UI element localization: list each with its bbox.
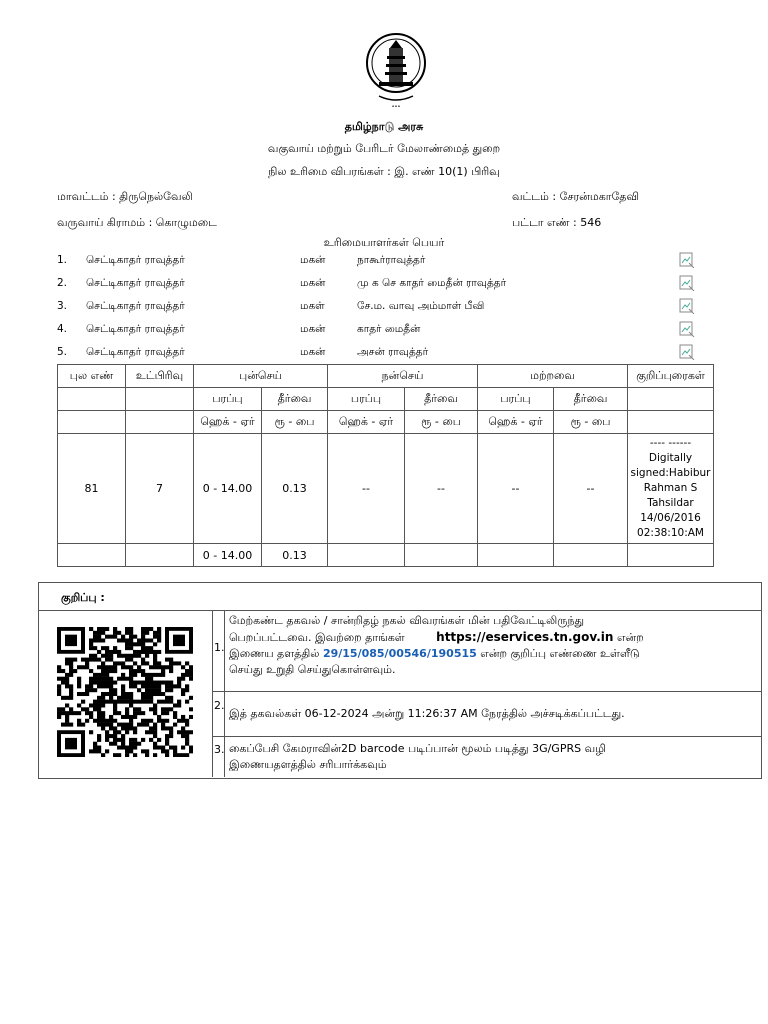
divider [212, 691, 761, 692]
owner-parent: செட்டிகாதர் ராவுத்தர் [86, 300, 185, 312]
owners-heading: உரிமையாளர்கள் பெயர் [323, 236, 445, 249]
taluk-label: வட்டம் : சேரன்மகாதேவி [512, 190, 639, 203]
owner-number: 4. [57, 323, 68, 335]
unit-area: ஹெக் - ஏர் [194, 411, 262, 434]
survey-number: 81 [58, 434, 126, 544]
owner-relation: மகள் [300, 300, 325, 312]
header-remarks: குறிப்புரைகள் [628, 365, 714, 388]
owner-parent: செட்டிகாதர் ராவுத்தர் [86, 254, 185, 266]
unit-tax: ரூ - பை [405, 411, 478, 434]
owner-row [57, 323, 717, 339]
owner-name: சே.ம. வாவு அம்மாள் பீவி [357, 300, 485, 312]
owner-name: அசன் ராவுத்தர் [357, 346, 429, 358]
broken-image-icon [679, 344, 695, 360]
nansei-tax: -- [405, 434, 478, 544]
district-label: மாவட்டம் : திருநெல்வேலி [57, 190, 193, 203]
tamil-nadu-emblem-icon [365, 32, 427, 110]
header-subdivision: உட்பிரிவு [126, 365, 194, 388]
divider [39, 610, 761, 611]
header-area: பரப்பு [478, 388, 554, 411]
broken-image-icon [679, 321, 695, 337]
village-label: வருவாய் கிராமம் : கொழுமடை [57, 216, 217, 229]
eservices-link[interactable]: https://eservices.tn.gov.in [436, 630, 614, 644]
note-text: என்ற [616, 631, 644, 644]
remarks-line: signed:Habibur [630, 467, 711, 479]
subdivision: 7 [126, 434, 194, 544]
unit-tax: ரூ - பை [554, 411, 628, 434]
others-area: -- [478, 434, 554, 544]
owner-parent: செட்டிகாதர் ராவுத்தர் [86, 346, 185, 358]
punsei-area: 0 - 14.00 [194, 434, 262, 544]
note-text: பெறப்பட்டவை. இவற்றை தாங்கள் [229, 631, 405, 644]
remarks-line: 14/06/2016 [640, 512, 701, 524]
header-tax: தீர்வை [262, 388, 328, 411]
department-name: வகுவாய் மற்றும் பேரிடர் மேலாண்மைத் துறை [267, 142, 501, 155]
header-nansei: நன்செய் [328, 365, 478, 388]
owner-name: காதர் மைதீன் [357, 323, 421, 335]
owner-row [57, 254, 717, 270]
document-title: நில உரிமை விபரங்கள் : இ. எண் 10(1) பிரிவு [268, 165, 500, 178]
note-heading: குறிப்பு : [61, 591, 105, 604]
table-total-row [58, 544, 714, 567]
header-area: பரப்பு [194, 388, 262, 411]
note-item-1 [229, 613, 754, 678]
others-tax: -- [554, 434, 628, 544]
note-text: கைப்பேசி கேமராவின்2D barcode படிப்பான் மூலம் படித்து 3G/GPRS வழி [229, 742, 606, 755]
owner-parent: செட்டிகாதர் ராவுத்தர் [86, 323, 185, 335]
remarks-cell [628, 434, 714, 544]
patta-number: பட்டா எண் : 546 [512, 216, 602, 229]
note-text: இணையதளத்தில் சரிபார்க்கவும் [229, 758, 387, 771]
unit-area: ஹெக் - ஏர் [328, 411, 405, 434]
owner-number: 5. [57, 346, 68, 358]
remarks-line: Tahsildar [647, 497, 694, 509]
owner-row [57, 277, 717, 293]
header-tax: தீர்வை [405, 388, 478, 411]
qr-code-icon [57, 627, 193, 757]
owner-row [57, 300, 717, 316]
broken-image-icon [679, 252, 695, 268]
punsei-tax: 0.13 [262, 434, 328, 544]
divider [212, 610, 213, 777]
owner-relation: மகன் [300, 254, 326, 266]
divider [212, 736, 761, 737]
note-text: செய்து உறுதி செய்துகொள்ளவும். [229, 663, 396, 676]
remarks-line: ---- ------ [649, 437, 692, 449]
note-number: 3. [214, 743, 225, 756]
table-subheader-row [58, 388, 714, 411]
svg-text:•••: ••• [391, 104, 401, 110]
note-item-2: இத் தகவல்கள் 06-12-2024 அன்று 11:26:37 AM நேரத்தில் அச்சடிக்கப்பட்டது. [229, 707, 625, 720]
unit-tax: ரூ - பை [262, 411, 328, 434]
note-text: மேற்கண்ட தகவல் / சான்றிதழ் நகல் விவரங்கள் மின் பதிவேட்டிலிருந்து [229, 614, 585, 627]
owner-number: 2. [57, 277, 68, 289]
note-text: இணைய தளத்தில் [229, 647, 320, 660]
owner-relation: மகன் [300, 323, 326, 335]
owner-name: நாகூர்ராவுத்தர் [357, 254, 426, 266]
table-units-row [58, 411, 714, 434]
table-header-row [58, 365, 714, 388]
header-survey-number: புல எண் [58, 365, 126, 388]
owner-name: மு க செ காதர் மைதீன் ராவுத்தர் [357, 277, 507, 289]
owner-relation: மகன் [300, 277, 326, 289]
header-area: பரப்பு [328, 388, 405, 411]
broken-image-icon [679, 275, 695, 291]
land-details-table [57, 364, 714, 567]
note-number: 1. [214, 641, 225, 654]
total-punsei-tax: 0.13 [262, 544, 328, 567]
unit-area: ஹெக் - ஏர் [478, 411, 554, 434]
header-punsei: புன்செய் [194, 365, 328, 388]
owner-number: 3. [57, 300, 68, 312]
owner-parent: செட்டிகாதர் ராவுத்தர் [86, 277, 185, 289]
owner-row [57, 346, 717, 362]
header-tax: தீர்வை [554, 388, 628, 411]
remarks-line: Digitally [648, 452, 693, 464]
note-text: என்ற குறிப்பு எண்ணை உள்ளீடு [480, 647, 640, 660]
nansei-area: -- [328, 434, 405, 544]
note-item-3 [229, 741, 606, 773]
broken-image-icon [679, 298, 695, 314]
total-punsei-area: 0 - 14.00 [194, 544, 262, 567]
note-number: 2. [214, 699, 225, 712]
table-row [58, 434, 714, 544]
owner-number: 1. [57, 254, 68, 266]
reference-number: 29/15/085/00546/190515 [322, 647, 477, 660]
remarks-line: Rahman S [643, 482, 698, 494]
header-others: மற்றவை [478, 365, 628, 388]
government-name: தமிழ்நாடு அரசு [344, 120, 424, 133]
owner-relation: மகன் [300, 346, 326, 358]
remarks-line: 02:38:10:AM [637, 527, 704, 539]
